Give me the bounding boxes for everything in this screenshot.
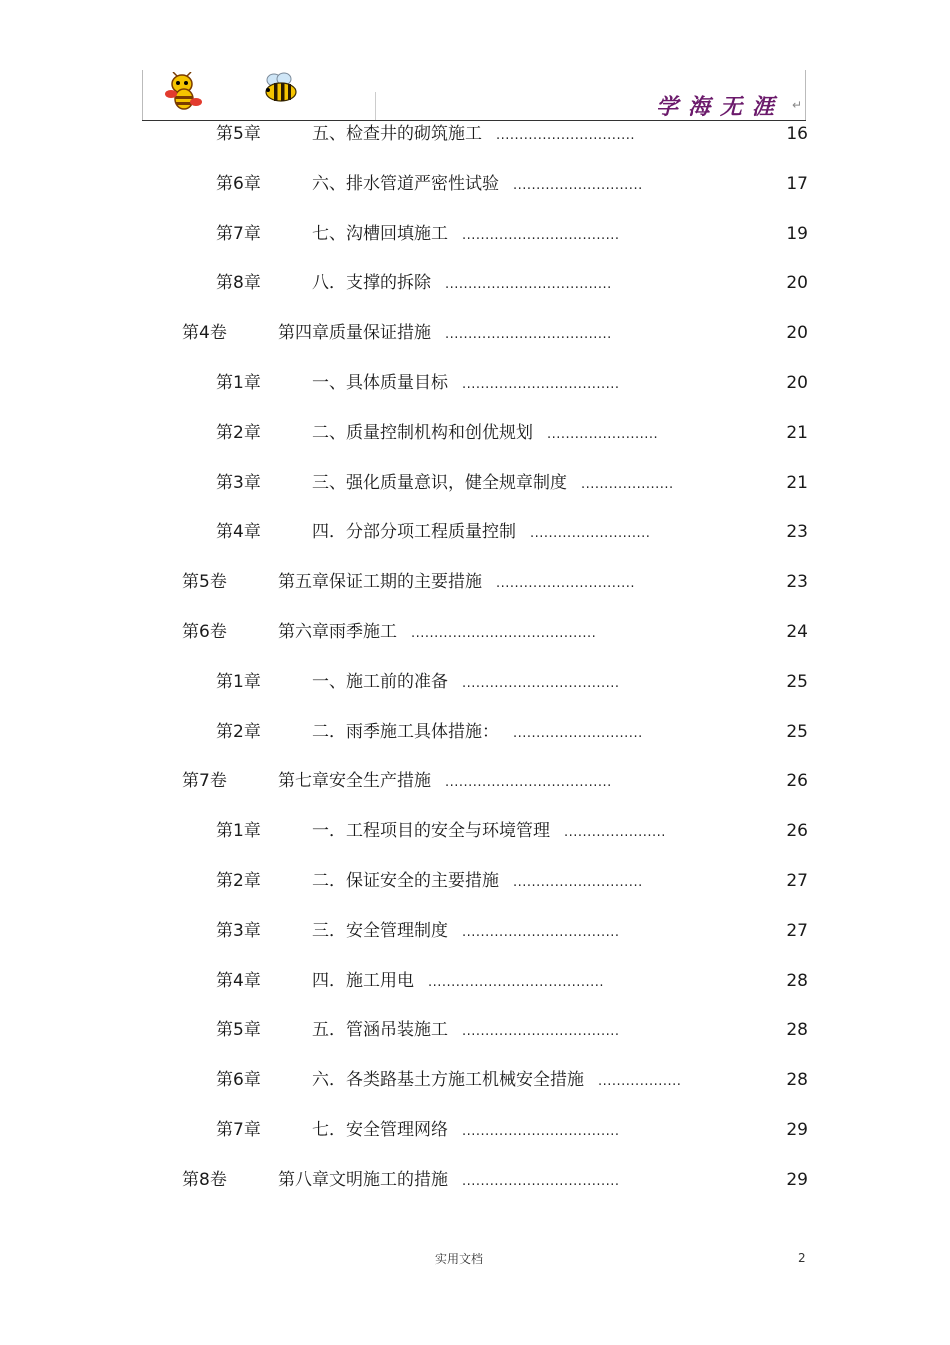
- toc-entry[interactable]: [0, 270, 950, 296]
- toc-entry[interactable]: [0, 768, 950, 794]
- toc-entry-title: 二．雨季施工具体措施：: [312, 722, 499, 742]
- toc-entry-page: 20: [786, 373, 808, 393]
- toc-entry[interactable]: [0, 370, 950, 396]
- toc-entry-title: 一．工程项目的安全与环境管理: [312, 821, 550, 841]
- toc-entry-leader: ..................: [598, 1074, 682, 1089]
- toc-entry-number: 第4章: [216, 971, 261, 991]
- toc-entry-number: 第5卷: [182, 572, 227, 592]
- toc-entry-page: 29: [786, 1170, 808, 1190]
- toc-entry-leader: ......................: [564, 825, 666, 840]
- toc-entry-number: 第2章: [216, 871, 261, 891]
- bee-icon: [260, 72, 302, 104]
- toc-entry-title: 第四章质量保证措施: [278, 323, 431, 343]
- toc-entry-page: 21: [786, 423, 808, 443]
- toc-entry-page: 28: [786, 971, 808, 991]
- toc-entry-leader: ..................................: [462, 1174, 620, 1189]
- toc-entry[interactable]: [0, 569, 950, 595]
- toc-entry-title: 七．安全管理网络: [312, 1120, 448, 1140]
- toc-entry[interactable]: [0, 1067, 950, 1093]
- toc-entry-number: 第6章: [216, 1070, 261, 1090]
- toc-entry-page: 23: [786, 572, 808, 592]
- toc-entry-title: 六．各类路基土方施工机械安全措施: [312, 1070, 584, 1090]
- header-right-border: [805, 70, 806, 120]
- toc-entry[interactable]: [0, 719, 950, 745]
- toc-entry[interactable]: [0, 470, 950, 496]
- toc-entry-title: 三、强化质量意识，健全规章制度: [312, 473, 567, 493]
- toc-entry-page: 21: [786, 473, 808, 493]
- paragraph-mark: ↵: [791, 98, 802, 112]
- toc-entry-leader: ....................................: [445, 327, 612, 342]
- toc-entry-title: 二、质量控制机构和创优规划: [312, 423, 533, 443]
- toc-entry-page: 25: [786, 722, 808, 742]
- toc-entry[interactable]: [0, 1017, 950, 1043]
- toc-entry-number: 第2章: [216, 722, 261, 742]
- toc-entry-number: 第7章: [216, 1120, 261, 1140]
- toc-entry-title: 四．分部分项工程质量控制: [312, 522, 516, 542]
- toc-entry-page: 20: [786, 323, 808, 343]
- toc-entry-page: 26: [786, 821, 808, 841]
- toc-entry-page: 29: [786, 1120, 808, 1140]
- toc-entry[interactable]: [0, 968, 950, 994]
- toc-entry-leader: ....................................: [445, 277, 612, 292]
- toc-entry-number: 第1章: [216, 672, 261, 692]
- toc-entry-number: 第6卷: [182, 622, 227, 642]
- toc-entry-leader: ..................................: [462, 925, 620, 940]
- toc-entry-number: 第4卷: [182, 323, 227, 343]
- toc-entry-title: 八．支撑的拆除: [312, 273, 431, 293]
- toc-entry[interactable]: [0, 1167, 950, 1193]
- toc-entry-number: 第2章: [216, 423, 261, 443]
- toc-entry[interactable]: [0, 519, 950, 545]
- toc-entry-page: 16: [786, 124, 808, 144]
- toc-entry-leader: ............................: [513, 875, 643, 890]
- toc-entry-leader: ..............................: [496, 576, 635, 591]
- toc-entry-title: 一、施工前的准备: [312, 672, 448, 692]
- toc-entry-page: 26: [786, 771, 808, 791]
- toc-entry-page: 24: [786, 622, 808, 642]
- page-header: [142, 70, 806, 122]
- toc-entry-number: 第1章: [216, 821, 261, 841]
- toc-entry-leader: ..................................: [462, 228, 620, 243]
- toc-entry-leader: ......................................: [428, 975, 605, 990]
- toc-entry-title: 第六章雨季施工: [278, 622, 397, 642]
- toc-entry[interactable]: [0, 221, 950, 247]
- toc-entry-page: 27: [786, 921, 808, 941]
- toc-entry-title: 第七章安全生产措施: [278, 771, 431, 791]
- toc-entry[interactable]: [0, 669, 950, 695]
- bee-logo-icon: [162, 72, 206, 112]
- toc-entry-leader: ..............................: [496, 128, 635, 143]
- toc-entry[interactable]: [0, 1117, 950, 1143]
- toc-entry-number: 第7章: [216, 224, 261, 244]
- toc-entry-number: 第6章: [216, 174, 261, 194]
- toc-entry-title: 三．安全管理制度: [312, 921, 448, 941]
- toc-entry-number: 第1章: [216, 373, 261, 393]
- toc-entry-title: 六、排水管道严密性试验: [312, 174, 499, 194]
- toc-entry-title: 第五章保证工期的主要措施: [278, 572, 482, 592]
- toc-entry-number: 第4章: [216, 522, 261, 542]
- toc-entry-number: 第8章: [216, 273, 261, 293]
- header-motto: 学海无涯: [655, 94, 784, 120]
- toc-entry-leader: ..................................: [462, 1024, 620, 1039]
- header-left-border: [142, 70, 143, 120]
- toc-entry-page: 28: [786, 1070, 808, 1090]
- toc-entry-title: 一、具体质量目标: [312, 373, 448, 393]
- toc-entry-leader: ........................................: [411, 626, 597, 641]
- toc-entry-page: 25: [786, 672, 808, 692]
- toc-entry-leader: ..........................: [530, 526, 651, 541]
- toc-entry[interactable]: [0, 818, 950, 844]
- toc-entry-title: 第八章文明施工的措施: [278, 1170, 448, 1190]
- toc-entry-page: 23: [786, 522, 808, 542]
- toc-entry-number: 第5章: [216, 124, 261, 144]
- toc-entry-page: 27: [786, 871, 808, 891]
- toc-entry-leader: ............................: [513, 726, 643, 741]
- toc-entry[interactable]: [0, 420, 950, 446]
- toc-entry-leader: ............................: [513, 178, 643, 193]
- footer-label: 实用文档: [434, 1252, 483, 1266]
- toc-entry-page: 28: [786, 1020, 808, 1040]
- toc-entry-title: 五、检查井的砌筑施工: [312, 124, 482, 144]
- toc-entry-leader: ..................................: [462, 1124, 620, 1139]
- toc-entry-number: 第7卷: [182, 771, 227, 791]
- toc-entry-title: 五．管涵吊装施工: [312, 1020, 448, 1040]
- toc-entry-number: 第3章: [216, 921, 261, 941]
- toc-entry[interactable]: [0, 171, 950, 197]
- toc-entry-leader: ..................................: [462, 676, 620, 691]
- header-divider: [375, 92, 376, 120]
- toc-entry-number: 第3章: [216, 473, 261, 493]
- toc-entry-number: 第5章: [216, 1020, 261, 1040]
- toc-entry-title: 七、沟槽回填施工: [312, 224, 448, 244]
- toc-entry-title: 四．施工用电: [312, 971, 414, 991]
- toc-entry-leader: ........................: [547, 427, 659, 442]
- toc-entry[interactable]: [0, 619, 950, 645]
- toc-entry[interactable]: [0, 121, 950, 147]
- toc-entry-number: 第8卷: [182, 1170, 227, 1190]
- toc-entry-page: 17: [786, 174, 808, 194]
- toc-entry[interactable]: [0, 918, 950, 944]
- toc-entry-leader: ..................................: [462, 377, 620, 392]
- toc-entry[interactable]: [0, 868, 950, 894]
- toc-entry-page: 20: [786, 273, 808, 293]
- toc-entry-title: 二．保证安全的主要措施: [312, 871, 499, 891]
- toc-entry-leader: ....................................: [445, 775, 612, 790]
- footer-page-number: 2: [798, 1251, 806, 1265]
- toc-entry[interactable]: [0, 320, 950, 346]
- toc-entry-leader: ....................: [581, 477, 674, 492]
- toc-entry-page: 19: [786, 224, 808, 244]
